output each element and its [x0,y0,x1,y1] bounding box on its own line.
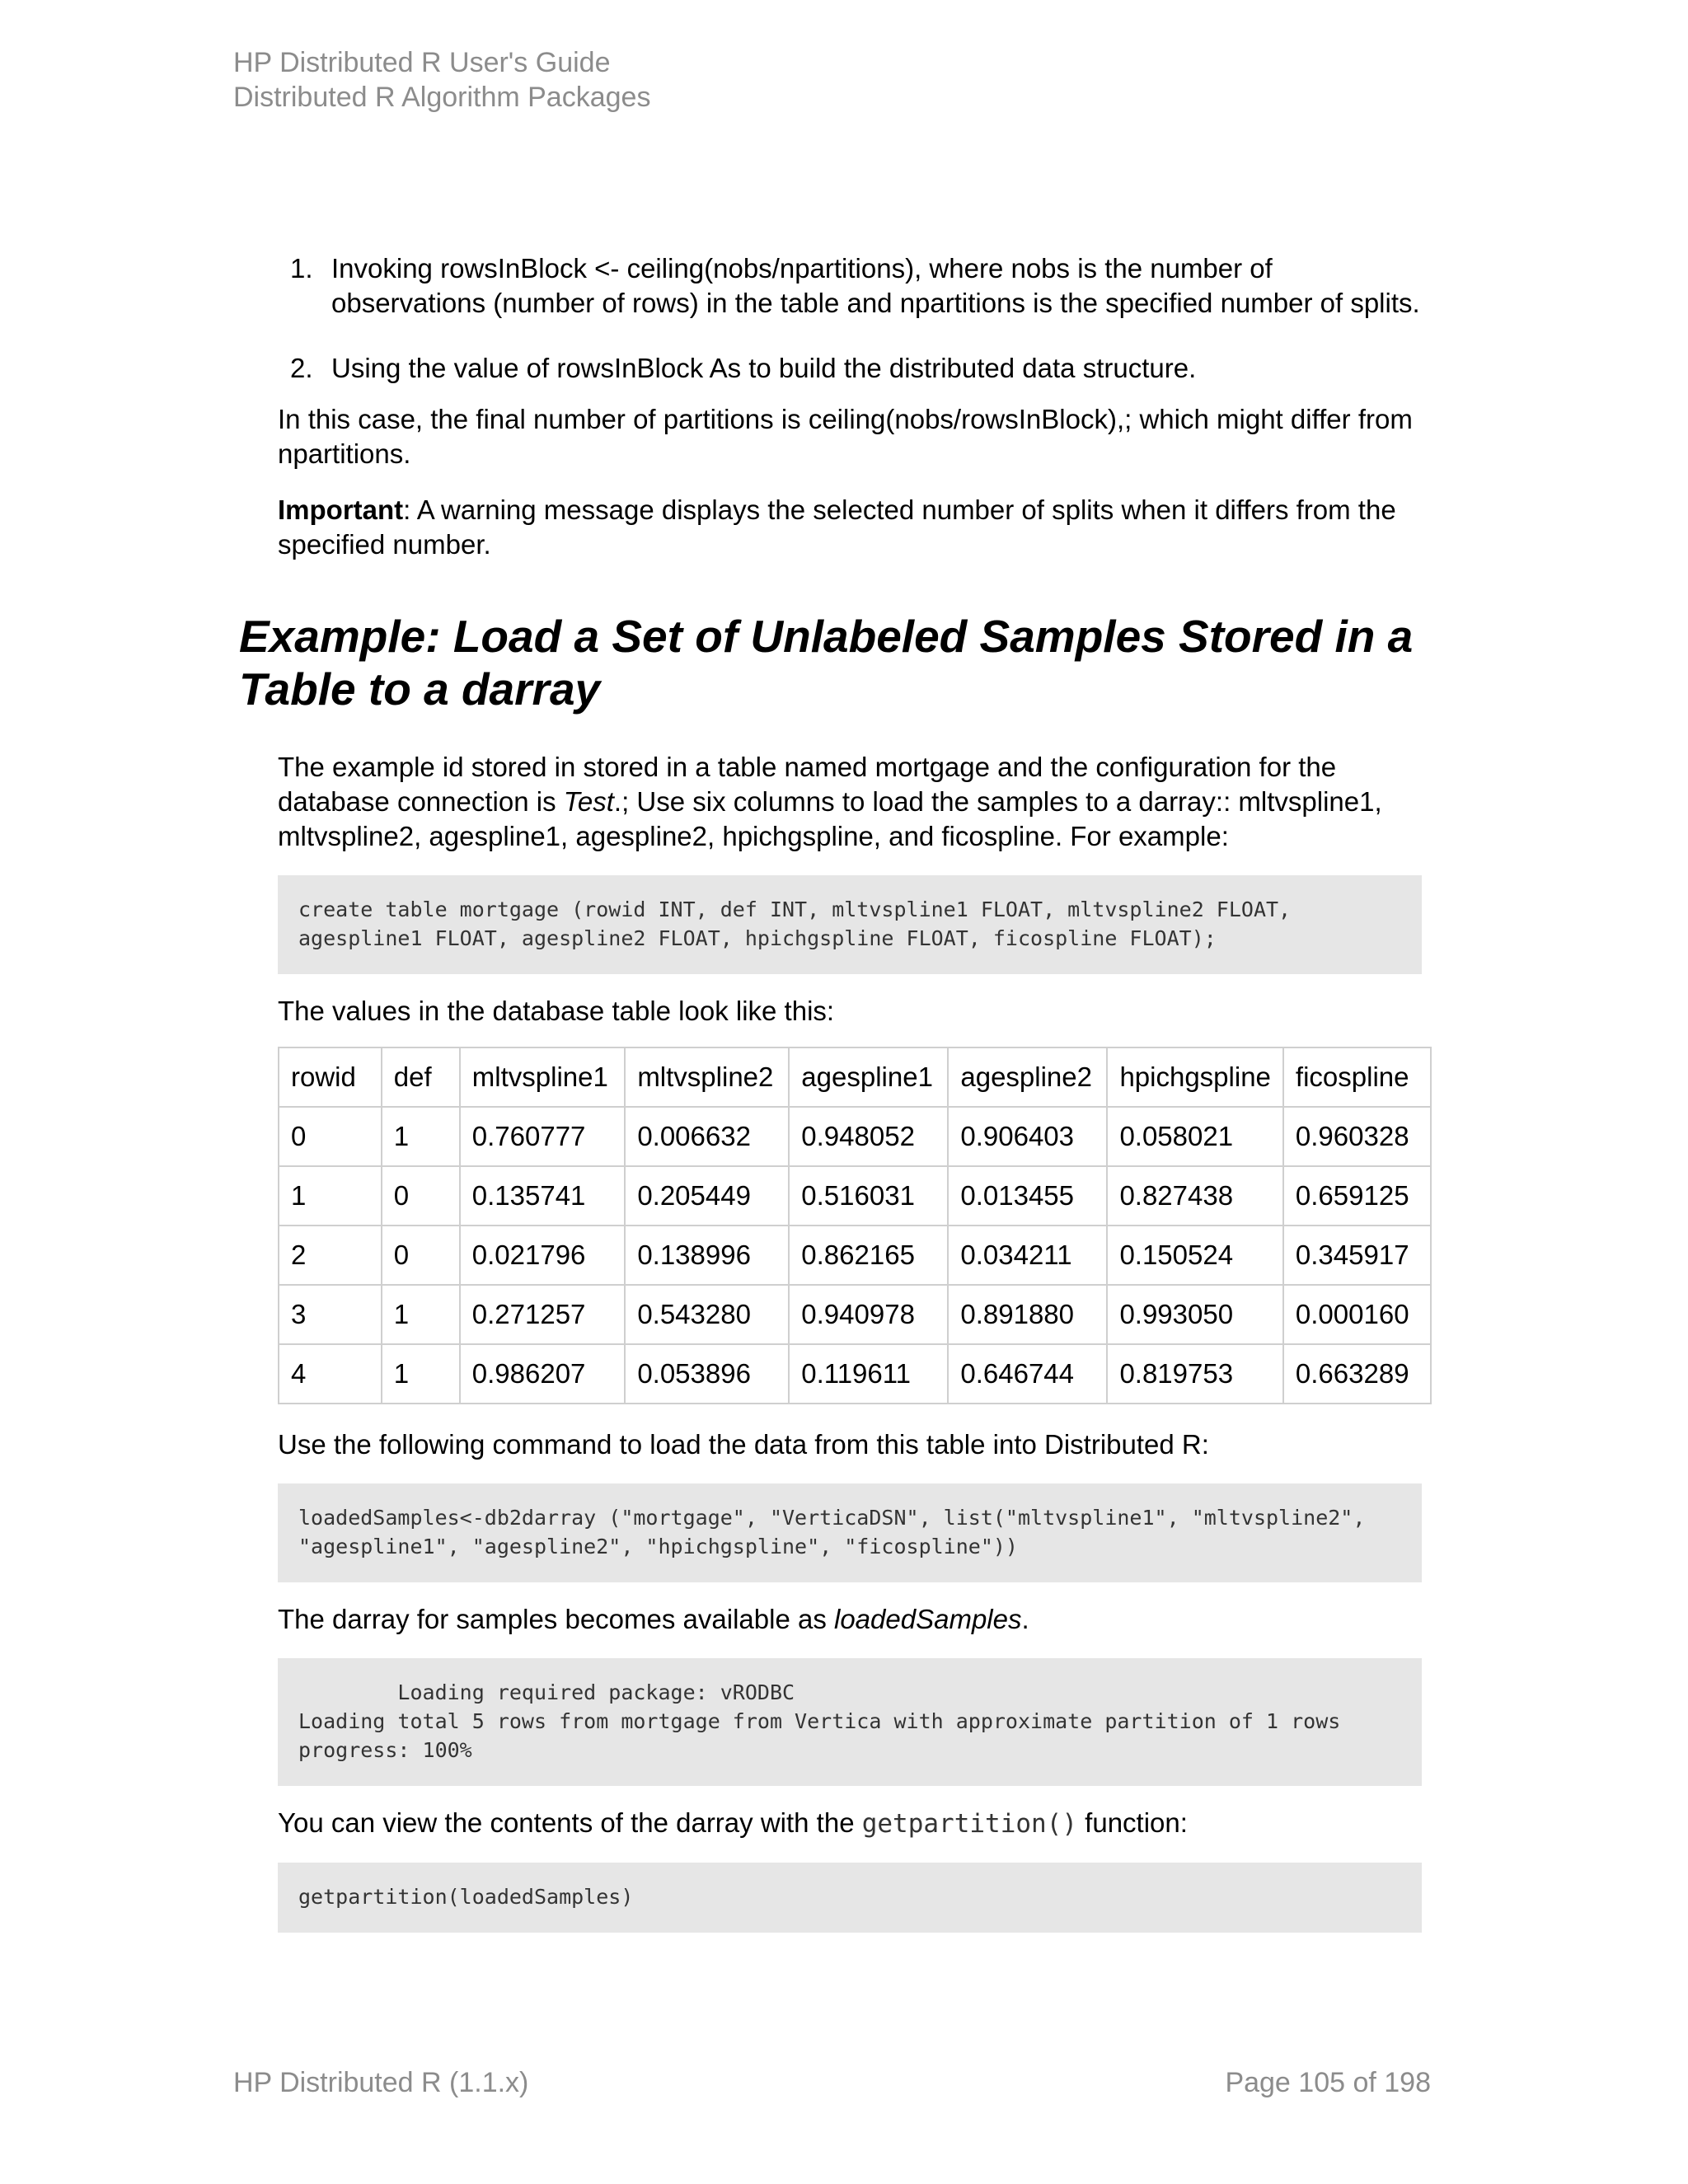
table-cell: 4 [279,1344,382,1404]
column-header: mltvspline2 [625,1047,789,1107]
table-cell: 0.646744 [948,1344,1107,1404]
footer-page-number: Page 105 of 198 [1225,2067,1431,2098]
table-cell: 0.960328 [1283,1107,1431,1166]
table-cell: 0.150524 [1107,1226,1282,1285]
table-row [279,1285,1431,1344]
case-paragraph: In this case, the final number of partitions is ceiling(nobs/rowsInBlock),; which might differ from npartitions. [278,404,1413,469]
table-cell: 0.021796 [460,1226,626,1285]
table-cell: 0.862165 [789,1226,948,1285]
running-header [233,45,650,115]
code-block-create-table: create table mortgage (rowid INT, def INT, mltvspline1 FLOAT, mltvspline2 FLOAT, agespline1 FLOAT, agespline2 FLOAT, hpichgspline FLOAT, ficospline FLOAT); [278,875,1422,974]
intro-text-end: .; Use six columns to load the samples to a darray:: mltvspline1, mltvspline2, agespline1, agespline2, hpichgspline, and ficospline. For example: [278,786,1382,851]
table-cell: 0.006632 [625,1107,789,1166]
table-cell: 0.543280 [625,1285,789,1344]
table-cell: 1 [382,1107,460,1166]
table-cell: 0 [382,1226,460,1285]
steps-list [278,251,1432,386]
table-row [279,1226,1431,1285]
example-section [278,750,1432,1952]
column-header: hpichgspline [1107,1047,1282,1107]
view-text: You can view the contents of the darray with the [278,1807,862,1838]
intro-content [278,251,1432,583]
table-cell: 1 [382,1285,460,1344]
table-cell: 0.819753 [1107,1344,1282,1404]
table-cell: 0 [382,1166,460,1226]
data-table [278,1047,1432,1404]
step-number: 1. [290,253,313,284]
table-cell: 0.986207 [460,1344,626,1404]
table-cell: 0.345917 [1283,1226,1431,1285]
table-cell: 0 [279,1107,382,1166]
list-item [278,251,1432,321]
step-text: Using the value of rowsInBlock As to build the distributed data structure. [331,353,1197,383]
table-cell: 1 [279,1166,382,1226]
table-row [279,1166,1431,1226]
table-cell: 0.119611 [789,1344,948,1404]
column-header: agespline2 [948,1047,1107,1107]
column-header: rowid [279,1047,382,1107]
table-cell: 0.760777 [460,1107,626,1166]
table-cell: 0.516031 [789,1166,948,1226]
table-cell: 0.013455 [948,1166,1107,1226]
important-text: : A warning message displays the selected number of splits when it differs from the specified number. [278,494,1396,560]
darray-text: The darray for samples becomes available as [278,1604,834,1634]
example-heading: Example: Load a Set of Unlabeled Samples Stored in a Table to a darray [239,611,1414,715]
view-paragraph [278,1806,1432,1841]
table-cell: 0.205449 [625,1166,789,1226]
load-intro: Use the following command to load the data from this table into Distributed R: [278,1429,1209,1460]
intro-paragraph [278,750,1432,854]
table-cell: 0.827438 [1107,1166,1282,1226]
step-number: 2. [290,353,313,383]
table-cell: 0.940978 [789,1285,948,1344]
table-cell: 0.058021 [1107,1107,1282,1166]
view-text-end: function: [1077,1807,1188,1838]
darray-paragraph [278,1602,1432,1637]
header-section-title: Distributed R Algorithm Packages [233,82,651,113]
table-cell: 0.891880 [948,1285,1107,1344]
column-header: def [382,1047,460,1107]
column-header: ficospline [1283,1047,1431,1107]
intro-italic: Test [563,786,614,817]
step-text: Invoking rowsInBlock <- ceiling(nobs/npartitions), where nobs is the number of observations (number of rows) in the table and npartitions is the specified number of splits. [331,253,1420,318]
table-cell: 0.948052 [789,1107,948,1166]
darray-text-end: . [1021,1604,1029,1634]
table-row [279,1344,1431,1404]
values-intro: The values in the database table look like this: [278,996,835,1026]
table-cell: 0.053896 [625,1344,789,1404]
table-cell: 1 [382,1344,460,1404]
darray-italic: loadedSamples [834,1604,1022,1634]
table-cell: 0.906403 [948,1107,1107,1166]
code-block-output: Loading required package: vRODBC Loading total 5 rows from mortgage from Vertica with approximate partition of 1 rows progress: 100% [278,1658,1422,1786]
inline-code: getpartition() [861,1809,1078,1839]
table-cell: 0.659125 [1283,1166,1431,1226]
table-row [279,1107,1431,1166]
table-cell: 0.135741 [460,1166,626,1226]
table-header-row [279,1047,1431,1107]
table-cell: 0.993050 [1107,1285,1282,1344]
table-cell: 0.000160 [1283,1285,1431,1344]
header-guide-title: HP Distributed R User's Guide [233,47,611,78]
footer-product: HP Distributed R (1.1.x) [233,2067,529,2098]
column-header: mltvspline1 [460,1047,626,1107]
table-cell: 0.271257 [460,1285,626,1344]
code-block-getpartition: getpartition(loadedSamples) [278,1863,1422,1933]
table-cell: 3 [279,1285,382,1344]
list-item [278,351,1432,386]
table-cell: 0.663289 [1283,1344,1431,1404]
table-cell: 2 [279,1226,382,1285]
important-label: Important [278,494,404,525]
table-cell: 0.138996 [625,1226,789,1285]
table-cell: 0.034211 [948,1226,1107,1285]
intro-text: The example id stored in stored in a table named mortgage and the configuration for the database connection is [278,752,1337,817]
column-header: agespline1 [789,1047,948,1107]
important-note [278,493,1432,562]
code-block-load: loadedSamples<-db2darray ("mortgage", "VerticaDSN", list("mltvspline1", "mltvspline2", "agespline1", "agespline2", "hpichgspline", "ficospline")) [278,1483,1422,1582]
